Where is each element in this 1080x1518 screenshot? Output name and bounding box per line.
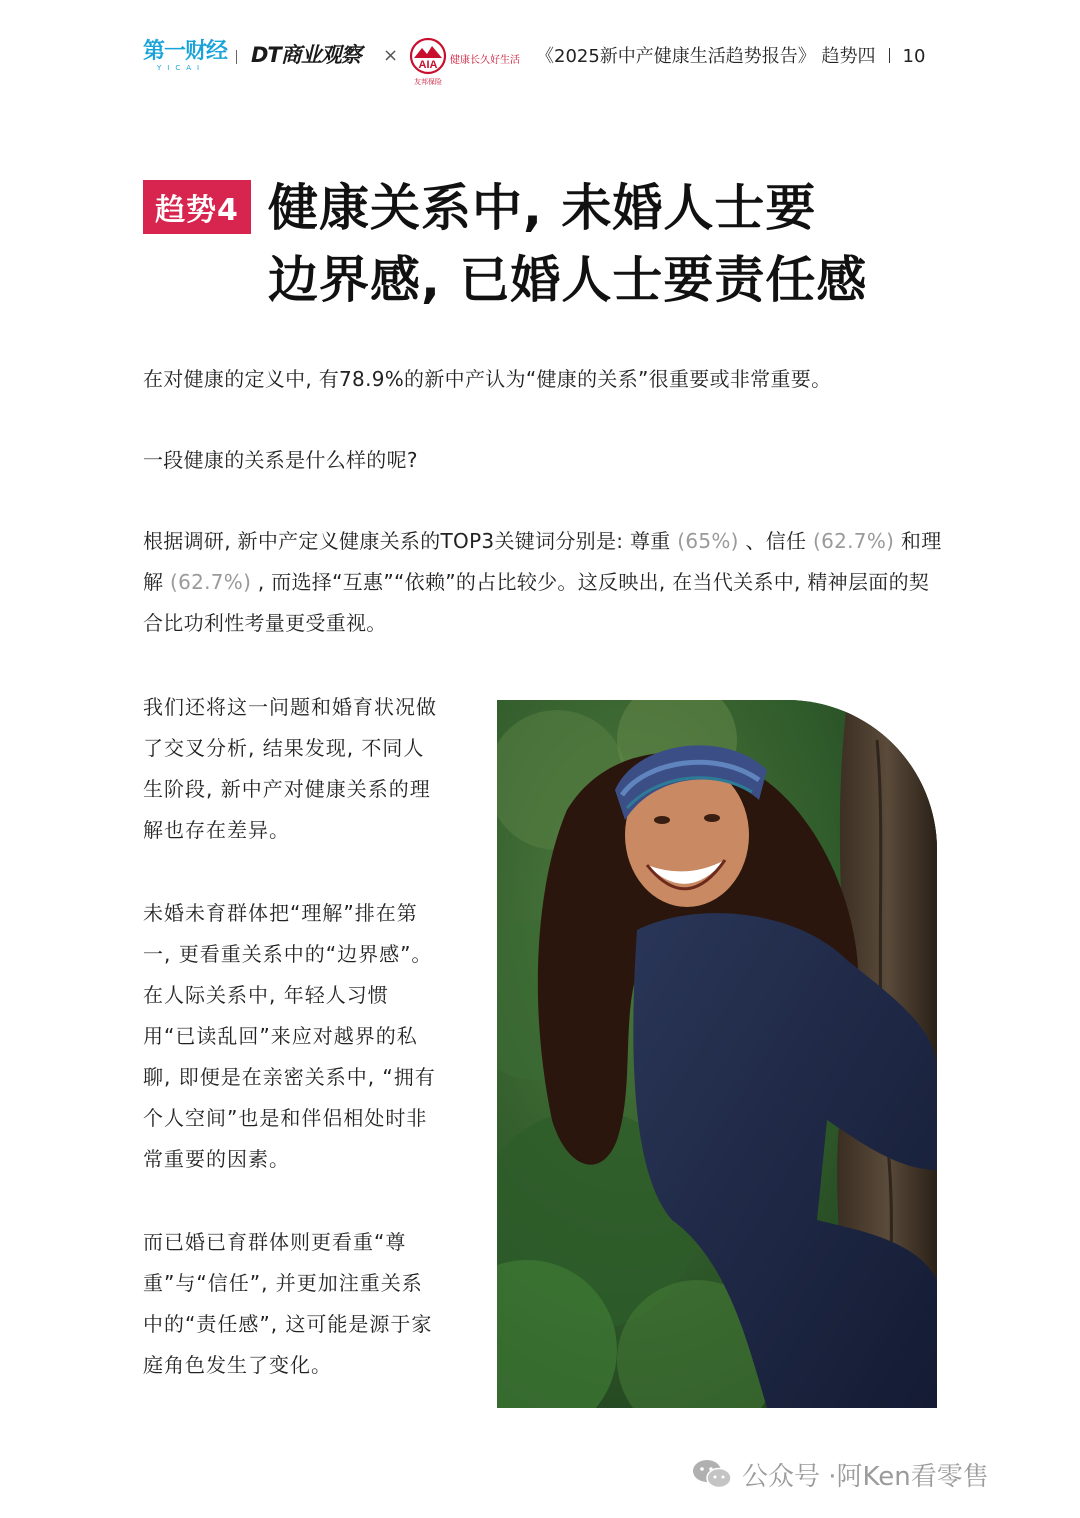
p3-text-a: 根据调研, 新中产定义健康关系的TOP3关键词分别是: 尊重 — [143, 529, 678, 553]
watermark-prefix: 公众号 · — [742, 1461, 837, 1492]
wechat-icon — [692, 1457, 732, 1491]
page-number: 10 — [902, 46, 926, 67]
column-paragraph-1: 我们还将这一问题和婚育状况做了交叉分析, 结果发现, 不同人生阶段, 新中产对健康关系的理解也存在差异。 — [143, 695, 437, 842]
intro-paragraph-3 — [143, 521, 943, 644]
dt-logo-text: DT商业观察 — [251, 43, 361, 67]
title-line-1: 健康关系中, 未婚人士要 — [268, 179, 817, 237]
yicai-logo-text: 第一财经 — [143, 39, 228, 64]
intro-paragraph-1: 在对健康的定义中, 有78.9%的新中产认为“健康的关系”很重要或非常重要。 — [143, 367, 832, 391]
trust-percentage: (62.7%) — [813, 529, 895, 553]
p3-text-c: 和理解 — [143, 529, 942, 594]
title-divider — [889, 48, 890, 63]
column-paragraph-2: 未婚未育群体把“理解”排在第一, 更看重关系中的“边界感”。在人际关系中, 年轻人习惯用“已读乱回”来应对越界的私聊, 即便是在亲密关系中, “拥有个人空间”也是和伴侣相处时非常重要的因素。 — [143, 901, 436, 1171]
report-title-text: 《2025新中产健康生活趋势报告》 趋势四 — [536, 46, 876, 67]
intro-paragraph-2: 一段健康的关系是什么样的呢? — [143, 448, 418, 472]
aia-logo-letters: AIA — [418, 59, 438, 71]
title-line-2: 边界感, 已婚人士要责任感 — [268, 251, 868, 309]
aia-company-name: 友邦保险 — [414, 78, 442, 86]
partner-cross: × — [383, 45, 399, 66]
header-divider — [236, 50, 237, 64]
aia-logo-icon — [405, 36, 451, 86]
p3-text-d: , 而选择“互惠”“依赖”的占比较少。这反映出, 在当代关系中, 精神层面的契合比功利性考量更受重视。 — [143, 570, 930, 635]
watermark-account: 阿Ken看零售 — [836, 1461, 989, 1492]
aia-logo — [405, 36, 451, 86]
p3-text-b: 、信任 — [738, 529, 813, 553]
trend-badge: 趋势4 — [143, 180, 251, 234]
page-title — [268, 172, 968, 316]
wechat-watermark — [692, 1452, 1052, 1496]
yicai-logo — [143, 40, 227, 74]
aia-slogan: 健康长久好生活 — [450, 55, 520, 66]
understanding-percentage: (62.7%) — [169, 570, 252, 594]
woman-climbing-tree-illustration — [497, 700, 937, 1408]
feature-photo — [497, 700, 937, 1408]
column-paragraph-3: 而已婚已育群体则更看重“尊重”与“信任”, 并更加注重关系中的“责任感”, 这可能是源于家庭角色发生了变化。 — [143, 1230, 433, 1377]
yicai-logo-subtext: YICAI — [157, 64, 206, 72]
respect-percentage: (65%) — [677, 529, 739, 553]
report-title — [536, 44, 925, 70]
page-header — [143, 36, 943, 86]
